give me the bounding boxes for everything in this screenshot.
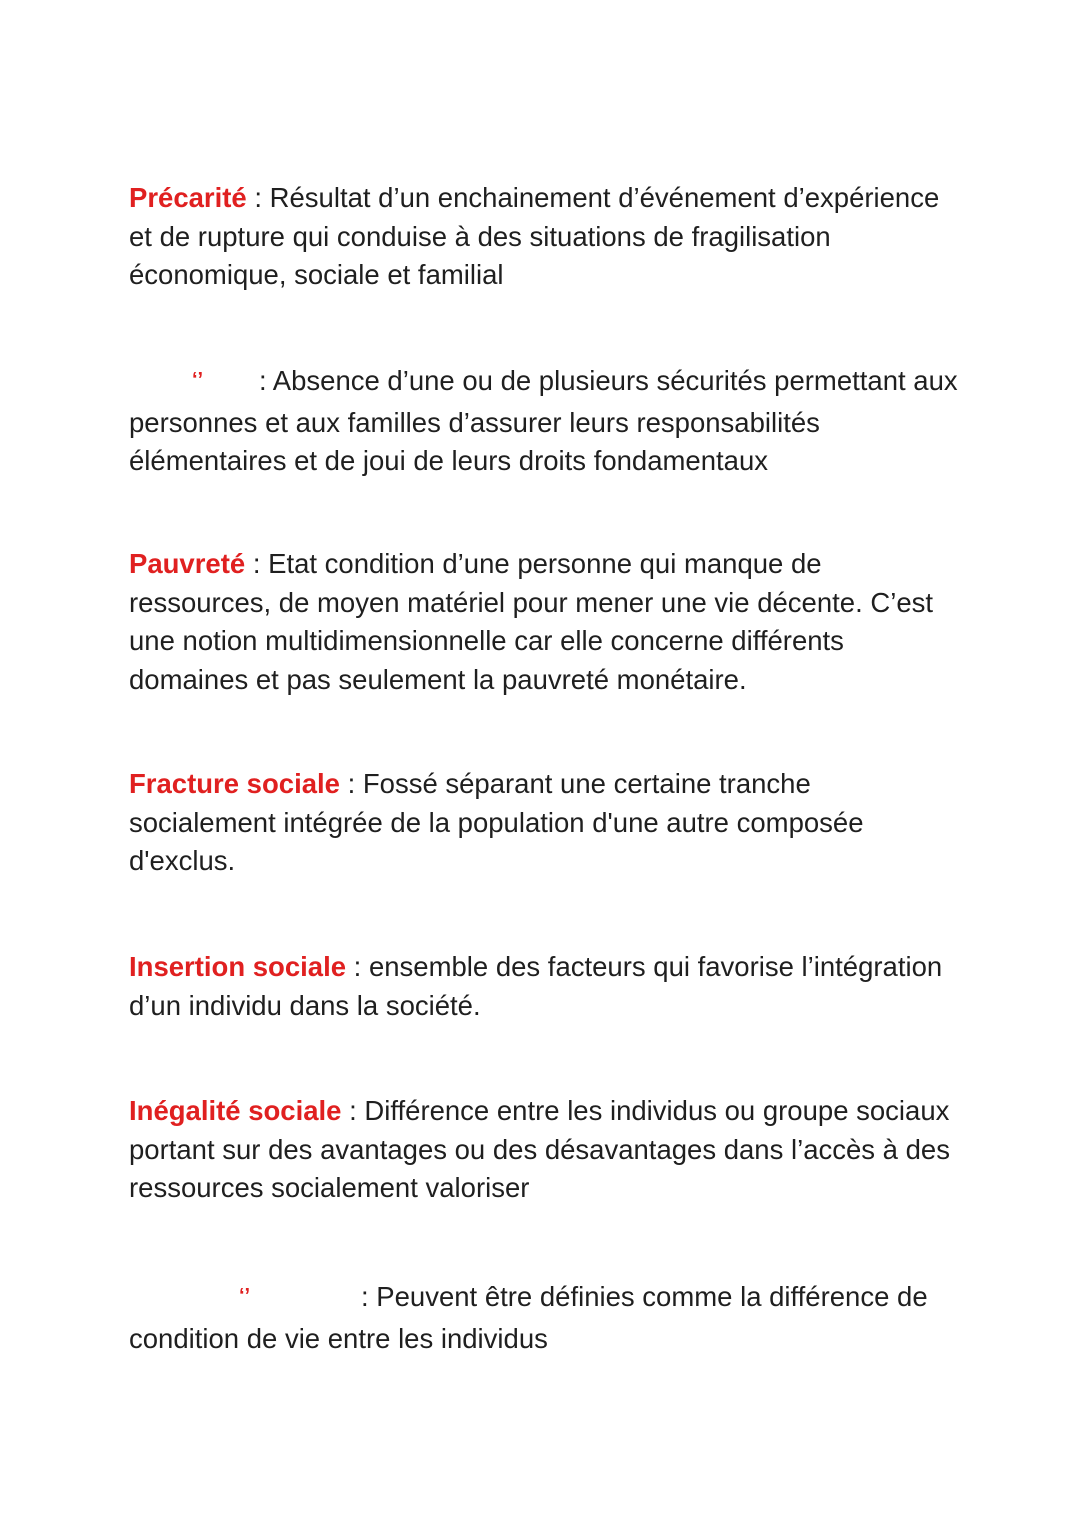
definition-separator: : (346, 951, 369, 982)
definition-term: Fracture sociale (129, 768, 340, 799)
definition-separator: : (341, 1095, 365, 1126)
definition-term: Précarité (129, 182, 247, 213)
definition-term: Pauvreté (129, 548, 246, 579)
definition-ditto-2 (129, 1278, 959, 1358)
definition-insertion-sociale (129, 948, 959, 1025)
ditto-mark: ‘’ (239, 1285, 251, 1307)
definition-text: Résultat d’un enchainement d’événement d’expérience et de rupture qui conduise à des situations de fragilisation économique, sociale et familial (129, 182, 940, 290)
definition-text: Peuvent être définies comme la différence de condition de vie entre les individus (129, 1281, 928, 1354)
definition-separator: : (361, 1281, 377, 1312)
definition-fracture-sociale (129, 765, 959, 881)
definition-text: Fossé séparant une certaine tranche socialement intégrée de la population d'une autre composée d'exclus. (129, 768, 864, 876)
definition-term: Inégalité sociale (129, 1095, 342, 1126)
definition-pauvrete (129, 545, 959, 699)
definition-separator: : (246, 182, 270, 213)
ditto-mark: ‘’ (192, 369, 204, 391)
definition-text: Absence d’une ou de plusieurs sécurités permettant aux personnes et aux familles d’assurer leurs responsabilités élémentaires et de joui de leurs droits fondamentaux (129, 365, 958, 476)
definition-separator: : (339, 768, 363, 799)
definition-ditto-1 (129, 362, 959, 481)
definition-term: Insertion sociale (129, 951, 347, 982)
definition-precarite (129, 179, 959, 295)
definition-text: Différence entre les individus ou groupe sociaux portant sur des avantages ou des désavantages dans l’accès à des ressources socialement valoriser (129, 1095, 950, 1203)
definition-separator: : (259, 365, 273, 396)
definition-inegalite-sociale (129, 1092, 959, 1208)
definition-text: Etat condition d’une personne qui manque de ressources, de moyen matériel pour mener une vie décente. C’est une notion multidimensionnelle car elle concerne différents domaines et pas seulement la pauvreté monétaire. (129, 548, 934, 695)
definition-separator: : (245, 548, 269, 579)
definition-text: ensemble des facteurs qui favorise l’intégration d’un individu dans la société. (129, 951, 943, 1021)
